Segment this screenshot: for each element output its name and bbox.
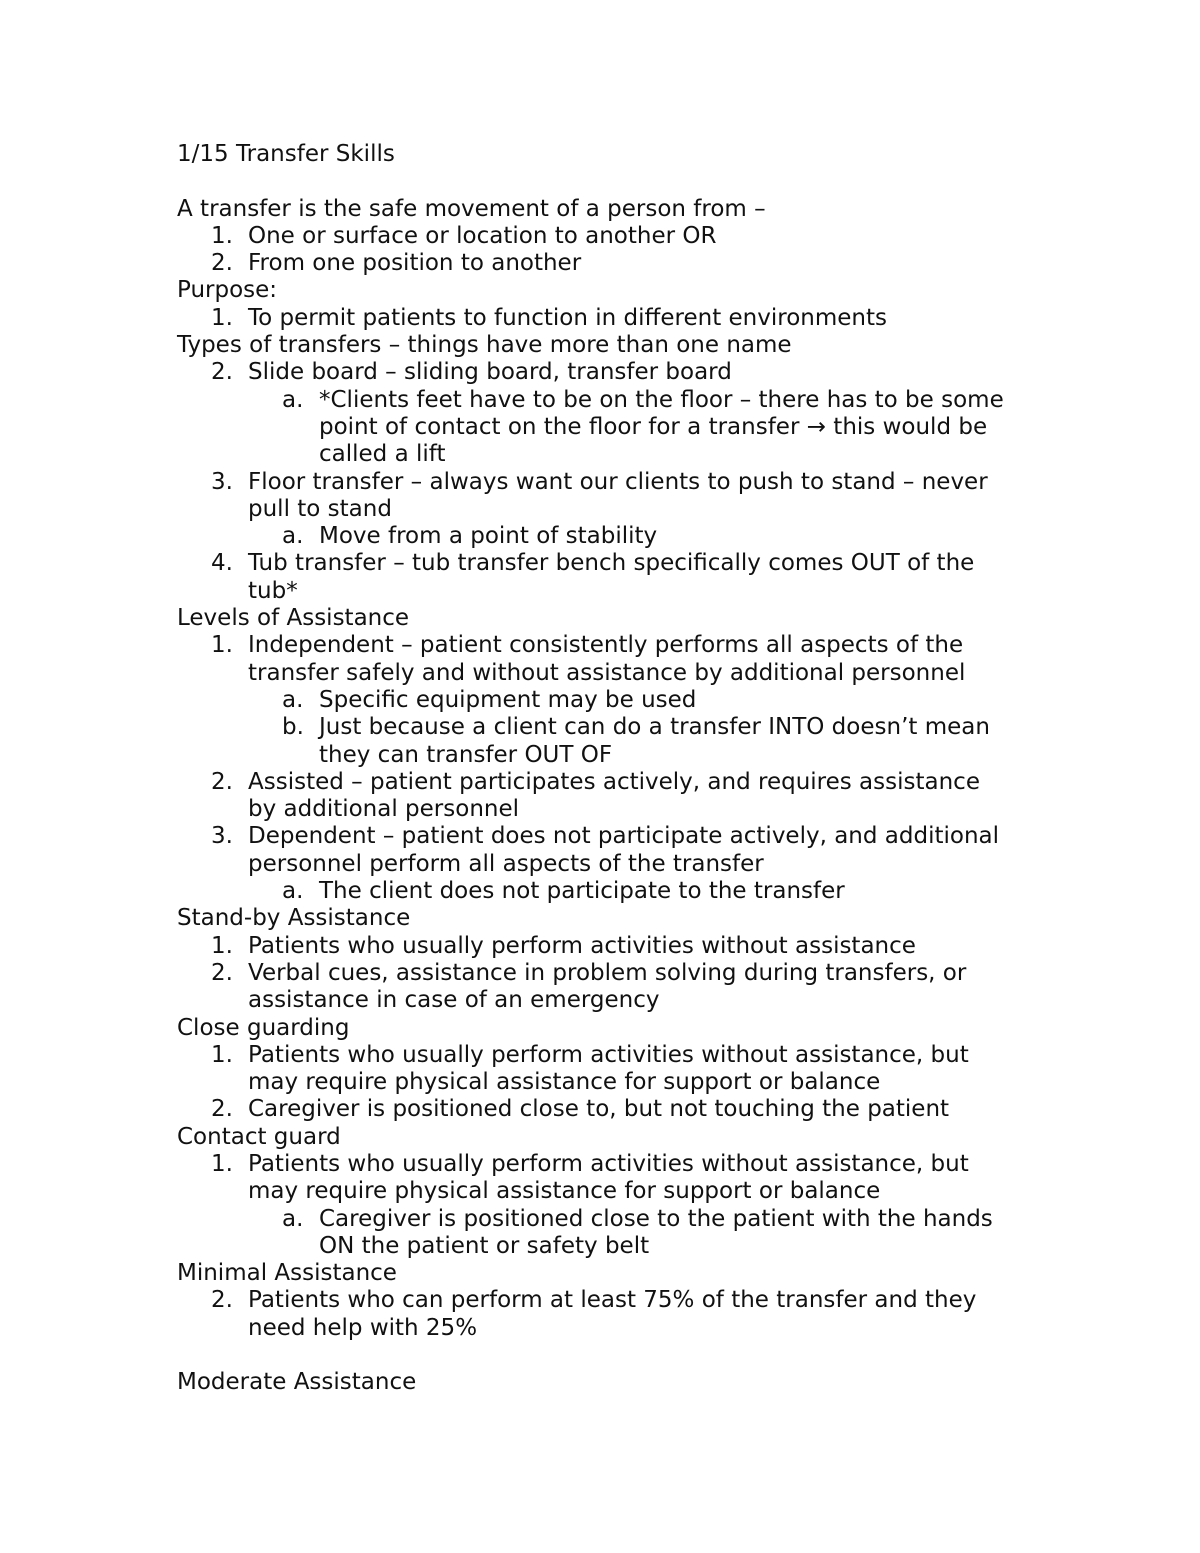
line-text: ON the patient or safety belt — [319, 1232, 650, 1259]
sub-list-item — [177, 1233, 1037, 1260]
list-item — [177, 632, 1037, 659]
list-item — [177, 359, 1037, 386]
list-item — [177, 796, 1037, 823]
list-item — [177, 250, 1037, 277]
list-marker: a. — [282, 878, 304, 905]
list-item — [177, 823, 1037, 850]
section-line — [177, 332, 1037, 359]
section-line — [177, 1015, 1037, 1042]
list-item — [177, 1069, 1037, 1096]
document-body — [177, 141, 1037, 1397]
list-marker: 2. — [211, 768, 233, 795]
line-text: Moderate Assistance — [177, 1369, 417, 1396]
list-item — [177, 1151, 1037, 1178]
line-text: Slide board – sliding board, transfer board — [248, 359, 732, 386]
list-marker: 3. — [211, 468, 233, 495]
line-text: Minimal Assistance — [177, 1260, 397, 1287]
list-marker: 1. — [211, 304, 233, 331]
document-title — [177, 141, 1037, 168]
line-text: Caregiver is positioned close to the patient with the hands — [319, 1205, 993, 1232]
section-line — [177, 196, 1037, 223]
section-line — [177, 1124, 1037, 1151]
list-marker: a. — [282, 523, 304, 550]
list-marker: a. — [282, 1205, 304, 1232]
section-line — [177, 1260, 1037, 1287]
line-text: pull to stand — [248, 495, 392, 522]
list-item — [177, 469, 1037, 496]
line-text: Verbal cues, assistance in problem solving during transfers, or — [248, 959, 967, 986]
line-text: called a lift — [319, 441, 446, 468]
sub-list-item — [177, 878, 1037, 905]
list-marker: 2. — [211, 1096, 233, 1123]
section-line — [177, 905, 1037, 932]
sub-list-item — [177, 523, 1037, 550]
section-line — [177, 277, 1037, 304]
list-item — [177, 496, 1037, 523]
sub-list-item — [177, 387, 1037, 414]
line-text: may require physical assistance for support or balance — [248, 1069, 881, 1096]
list-item — [177, 987, 1037, 1014]
line-text: Caregiver is positioned close to, but not touching the patient — [248, 1096, 950, 1123]
line-text: Move from a point of stability — [319, 523, 658, 550]
line-text: need help with 25% — [248, 1314, 478, 1341]
line-text: Floor transfer – always want our clients to push to stand – never — [248, 468, 988, 495]
line-text: by additional personnel — [248, 796, 520, 823]
section-line — [177, 1369, 1037, 1396]
list-item — [177, 1287, 1037, 1314]
blank-line — [177, 1342, 1037, 1369]
list-item — [177, 960, 1037, 987]
list-marker: 1. — [211, 1150, 233, 1177]
list-item — [177, 1315, 1037, 1342]
line-text: A transfer is the safe movement of a person from – — [177, 195, 766, 222]
list-item — [177, 550, 1037, 577]
list-marker: b. — [282, 714, 304, 741]
blank-line — [177, 168, 1037, 195]
line-text: Independent – patient consistently performs all aspects of the — [248, 632, 964, 659]
line-text: To permit patients to function in different environments — [248, 304, 887, 331]
line-text: tub* — [248, 577, 298, 604]
line-text: Stand-by Assistance — [177, 905, 411, 932]
list-marker: 2. — [211, 1287, 233, 1314]
list-item — [177, 1178, 1037, 1205]
line-text: assistance in case of an emergency — [248, 987, 660, 1014]
list-item — [177, 851, 1037, 878]
line-text: Tub transfer – tub transfer bench specifically comes OUT of the — [248, 550, 975, 577]
sub-list-item — [177, 714, 1037, 741]
line-text: they can transfer OUT OF — [319, 741, 613, 768]
section-line — [177, 605, 1037, 632]
sub-list-item — [177, 1206, 1037, 1233]
sub-list-item — [177, 414, 1037, 441]
sub-list-item — [177, 687, 1037, 714]
line-text: Patients who usually perform activities without assistance, but — [248, 1150, 969, 1177]
list-marker: 2. — [211, 250, 233, 277]
line-text: Purpose: — [177, 277, 278, 304]
list-marker: 3. — [211, 823, 233, 850]
line-text: From one position to another — [248, 250, 582, 277]
line-text: transfer safely and without assistance by additional personnel — [248, 659, 966, 686]
line-text: personnel perform all aspects of the transfer — [248, 850, 764, 877]
list-marker: a. — [282, 686, 304, 713]
list-marker: 2. — [211, 359, 233, 386]
line-text: Patients who usually perform activities without assistance — [248, 932, 916, 959]
list-marker: 2. — [211, 959, 233, 986]
line-text: 1/15 Transfer Skills — [177, 141, 395, 167]
line-text: may require physical assistance for support or balance — [248, 1178, 881, 1205]
line-text: Contact guard — [177, 1123, 341, 1150]
line-text: Patients who usually perform activities without assistance, but — [248, 1041, 969, 1068]
list-marker: a. — [282, 386, 304, 413]
list-item — [177, 223, 1037, 250]
list-item — [177, 660, 1037, 687]
line-text: The client does not participate to the transfer — [319, 878, 845, 905]
line-text: point of contact on the floor for a transfer → this would be — [319, 413, 988, 440]
line-text: *Clients feet have to be on the floor – there has to be some — [319, 386, 1004, 413]
sub-list-item — [177, 742, 1037, 769]
sub-list-item — [177, 441, 1037, 468]
line-text: Levels of Assistance — [177, 605, 410, 632]
list-item — [177, 1096, 1037, 1123]
list-marker: 1. — [211, 222, 233, 249]
list-item — [177, 933, 1037, 960]
line-text: Types of transfers – things have more than one name — [177, 332, 792, 359]
line-text: Dependent – patient does not participate actively, and additional — [248, 823, 1000, 850]
list-item — [177, 1042, 1037, 1069]
list-marker: 1. — [211, 1041, 233, 1068]
line-text: Specific equipment may be used — [319, 686, 697, 713]
line-text: Patients who can perform at least 75% of the transfer and they — [248, 1287, 977, 1314]
list-marker: 1. — [211, 632, 233, 659]
list-item — [177, 305, 1037, 332]
list-item — [177, 578, 1037, 605]
line-text: Assisted – patient participates actively, and requires assistance — [248, 768, 980, 795]
list-marker: 1. — [211, 932, 233, 959]
list-marker: 4. — [211, 550, 233, 577]
list-item — [177, 769, 1037, 796]
line-text: Close guarding — [177, 1014, 350, 1041]
line-text: One or surface or location to another OR — [248, 222, 717, 249]
line-text: Just because a client can do a transfer INTO doesn’t mean — [319, 714, 990, 741]
